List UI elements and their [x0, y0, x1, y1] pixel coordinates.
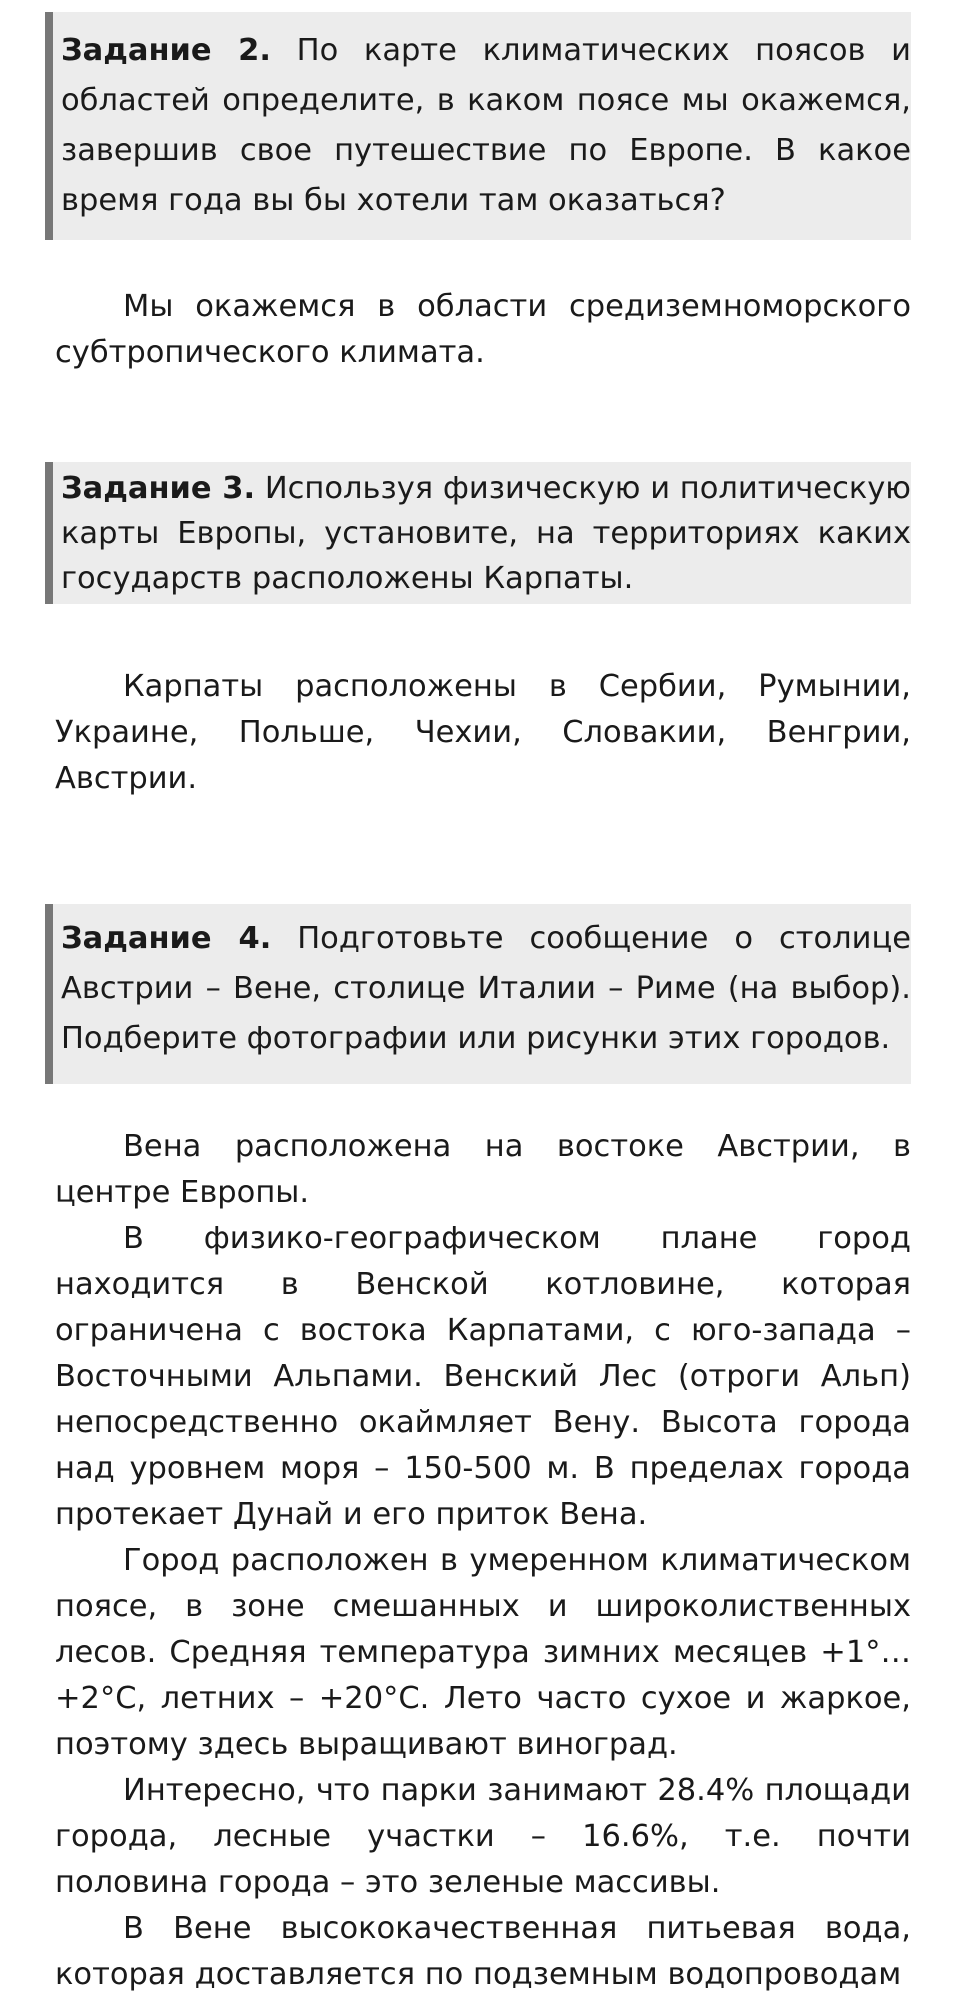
- answer-2: [55, 284, 911, 376]
- task-4-box: [45, 904, 911, 1084]
- answer-3-paragraph: Карпаты расположены в Сербии, Румынии, Украине, Польше, Чехии, Словакии, Венгрии, Австрии.: [55, 669, 911, 796]
- task-3-body: Используя физическую и политическую карты Европы, установите, на территориях каких государств расположены Карпаты.: [61, 471, 911, 596]
- answer-4-paragraph-1: Вена расположена на востоке Австрии, в центре Европы.: [55, 1129, 911, 1210]
- answer-4-paragraph-5: В Вене высококачественная питьевая вода, которая доставляется по подземным водопроводам: [55, 1911, 911, 1992]
- task-2-label: Задание 2.: [61, 33, 271, 68]
- task-3-text: [61, 466, 911, 601]
- task-2-text: [61, 26, 911, 226]
- task-3-label: Задание 3.: [61, 471, 256, 506]
- answer-4-paragraph-2: В физико-географическом плане город находится в Венской котловине, которая ограничена с востока Карпатами, с юго-запада – Восточными Альпами. Венский Лес (отроги Альп) непосредственно окаймляет Вену. Высота города над уровнем моря – 150-500 м. В пределах города протекает Дунай и его приток Вена.: [55, 1221, 911, 1532]
- answer-4-paragraph-4: Интересно, что парки занимают 28.4% площади города, лесные участки – 16.6%, т.е. почти половина города – это зеленые массивы.: [55, 1773, 911, 1900]
- task-4-label: Задание 4.: [61, 921, 272, 956]
- task-3-box: [45, 462, 911, 604]
- answer-3: [55, 664, 911, 802]
- task-4-text: [61, 914, 911, 1064]
- task-2-box: [45, 12, 911, 240]
- answer-4-paragraph-3: Город расположен в умеренном климатическом поясе, в зоне смешанных и широколиственных лесов. Средняя температура зимних месяцев +1°…+2°С, летних – +20°С. Лето часто сухое и жаркое, поэтому здесь выращивают виноград.: [55, 1543, 911, 1762]
- answer-2-paragraph: Мы окажемся в области средиземноморского субтропического климата.: [55, 289, 911, 370]
- task-4-body: Подготовьте сообщение о столице Австрии – Вене, столице Италии – Риме (на выбор). Подберите фотографии или рисунки этих городов.: [61, 921, 911, 1056]
- task-2-body: По карте климатических поясов и областей определите, в каком поясе мы окажемся, завершив свое путешествие по Европе. В какое время года вы бы хотели там оказаться?: [61, 33, 911, 218]
- answer-4: [55, 1124, 911, 1998]
